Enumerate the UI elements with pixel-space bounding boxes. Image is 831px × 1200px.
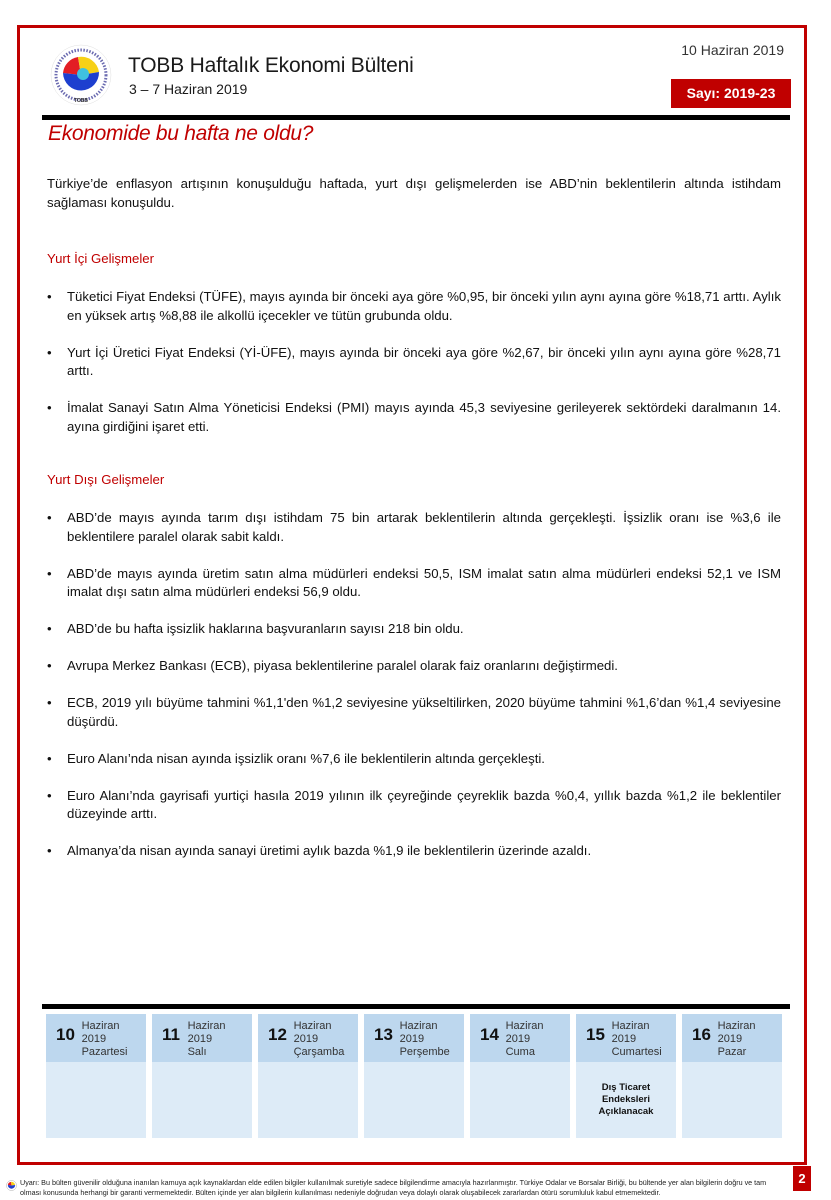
day-weekday: Perşembe: [399, 1046, 450, 1058]
calendar-day: [258, 1014, 358, 1138]
page-number: 2: [793, 1166, 811, 1191]
publication-date: 10 Haziran 2019: [681, 42, 784, 58]
tobb-logo-icon: [50, 44, 112, 106]
tobb-small-logo-icon: [6, 1180, 17, 1191]
header-divider: [42, 115, 790, 120]
day-weekday: Çarşamba: [293, 1046, 345, 1058]
list-item: • ECB, 2019 yılı büyüme tahmini %1,1'den %1,2 seviyesine yükseltilirken, 2020 büyüme tahmini %1,6’dan %1,4 seviyesine düşürdü.: [47, 695, 781, 729]
day-month: Haziran 2019: [81, 1020, 120, 1045]
day-number: 15: [586, 1025, 605, 1044]
day-number: 14: [480, 1025, 499, 1044]
day-month: Haziran 2019: [505, 1020, 544, 1045]
day-event: Dış Ticaret Endeksleri Açıklanacak: [576, 1062, 676, 1138]
day-month: Haziran 2019: [187, 1020, 226, 1045]
bullet-icon: •: [47, 695, 52, 710]
day-number: 10: [56, 1025, 75, 1044]
day-weekday: Salı: [187, 1046, 207, 1058]
bulletin-title: TOBB Haftalık Ekonomi Bülteni: [128, 54, 414, 77]
list-item: • ABD’de bu hafta işsizlik haklarına başvuranların sayısı 218 bin oldu.: [47, 620, 781, 639]
domestic-heading: Yurt İçi Gelişmeler: [47, 251, 154, 266]
calendar-day-header: [576, 1014, 676, 1062]
day-event: [470, 1062, 570, 1138]
list-item: • Euro Alanı’nda gayrisafi yurtiçi hasıla 2019 yılının ilk çeyreğinde çeyreklik bazda %0,4, yıllık bazda %1,2 ile beklentiler düzeyinde arttı.: [47, 787, 781, 821]
bullet-icon: •: [47, 565, 52, 581]
day-number: 13: [374, 1025, 393, 1044]
calendar-day-header: [364, 1014, 464, 1062]
svg-text:TOBB: TOBB: [73, 98, 89, 104]
bullet-icon: •: [47, 344, 52, 360]
bullet-icon: •: [47, 400, 52, 415]
calendar-day-header: [682, 1014, 782, 1062]
list-item: • Euro Alanı’nda nisan ayında işsizlik oranı %7,6 ile beklentilerin altında gerçekleşti.: [47, 750, 781, 769]
day-month: Haziran 2019: [717, 1020, 756, 1045]
day-event: [258, 1062, 358, 1138]
list-item: • Tüketici Fiyat Endeksi (TÜFE), mayıs ayında bir önceki aya göre %0,95, bir önceki yılın aynı ayına göre %18,71 arttı. Aylık en yüksek artış %8,88 ile alkollü içecekler ve tütün grubunda oldu.: [47, 289, 781, 323]
bullet-icon: •: [47, 843, 52, 858]
day-weekday: Pazar: [717, 1046, 747, 1058]
foreign-list: [47, 509, 781, 879]
calendar-day-header: [152, 1014, 252, 1062]
day-event: [364, 1062, 464, 1138]
calendar-day-header: [46, 1014, 146, 1062]
list-item: • Almanya’da nisan ayında sanayi üretimi aylık bazda %1,9 ile beklentilerin üzerinde azaldı.: [47, 842, 781, 861]
disclaimer-text: Uyarı: Bu bülten güvenilir olduğuna inanılan kamuya açık kaynaklardan elde edilen bilgiler kullanılmak suretiyle sadece bilgilendirme amacıyla hazırlanmıştır. Türkiye Odalar ve Borsalar Birliği, bu bültende yer alan bilgilerin doğru ve tam olması konusunda herhangi bir garanti vermemektedir. Bülten içinde yer alan bilgilerin kullanılması nedeniyle doğrudan veya dolaylı olarak oluşabilecek zararlardan ötürü sorumluluk kabul etmemektedir.: [20, 1178, 767, 1197]
calendar-day: [46, 1014, 146, 1138]
intro-paragraph: Türkiye’de enflasyon artışının konuşulduğu haftada, yurt dışı gelişmelerden ise ABD’nin beklentilerin altında istihdam sağlaması konuşuldu.: [47, 176, 781, 210]
bullet-icon: •: [47, 787, 52, 803]
foreign-heading: Yurt Dışı Gelişmeler: [47, 472, 165, 487]
bullet-icon: •: [47, 750, 52, 766]
day-event: [46, 1062, 146, 1138]
bullet-icon: •: [47, 621, 52, 636]
list-item: • ABD’de mayıs ayında tarım dışı istihdam 75 bin artarak beklentilerin altında gerçekleşti. İşsizlik oranı ise %3,6 ile beklentilere paralel olarak sabit kaldı.: [47, 510, 781, 544]
day-event: [152, 1062, 252, 1138]
calendar-day: [364, 1014, 464, 1138]
day-number: 11: [162, 1025, 180, 1044]
bullet-icon: •: [47, 658, 52, 673]
day-weekday: Cumartesi: [611, 1046, 662, 1058]
calendar-divider: [42, 1004, 790, 1009]
list-item: • ABD’de mayıs ayında üretim satın alma müdürleri endeksi 50,5, ISM imalat satın alma müdürleri endeksi 52,1 ve ISM imalat dışı satın alma müdürleri endeksi 56,9 oldu.: [47, 565, 781, 599]
bullet-icon: •: [47, 289, 52, 304]
calendar-day: [576, 1014, 676, 1138]
calendar-day: [682, 1014, 782, 1138]
calendar-day: [152, 1014, 252, 1138]
weekly-calendar: [46, 1014, 782, 1138]
day-number: 12: [268, 1025, 287, 1044]
day-month: Haziran 2019: [293, 1020, 332, 1045]
main-content: [47, 175, 781, 858]
day-weekday: Pazartesi: [81, 1046, 128, 1058]
day-number: 16: [692, 1025, 711, 1044]
calendar-day-header: [258, 1014, 358, 1062]
calendar-day-header: [470, 1014, 570, 1062]
bullet-icon: •: [47, 510, 52, 525]
day-event: [682, 1062, 782, 1138]
issue-badge: Sayı: 2019-23: [671, 79, 791, 108]
footer-disclaimer: [6, 1178, 776, 1197]
day-weekday: Cuma: [505, 1046, 535, 1058]
domestic-list: [47, 288, 781, 455]
section-headline: Ekonomide bu hafta ne oldu?: [48, 122, 314, 145]
bulletin-period: 3 – 7 Haziran 2019: [129, 81, 248, 97]
day-month: Haziran 2019: [611, 1020, 650, 1045]
list-item: • Yurt İçi Üretici Fiyat Endeksi (Yİ-ÜFE), mayıs ayında bir önceki aya göre %2,67, bir önceki yılın aynı ayına göre %28,71 arttı.: [47, 344, 781, 378]
list-item: • İmalat Sanayi Satın Alma Yöneticisi Endeksi (PMI) mayıs ayında 45,3 seviyesine gerileyerek sektördeki daralmanın 14. ayına girdiğini işaret etti.: [47, 400, 781, 434]
list-item: • Avrupa Merkez Bankası (ECB), piyasa beklentilerine paralel olarak faiz oranlarını değiştirmedi.: [47, 657, 781, 676]
day-month: Haziran 2019: [399, 1020, 438, 1045]
calendar-day: [470, 1014, 570, 1138]
